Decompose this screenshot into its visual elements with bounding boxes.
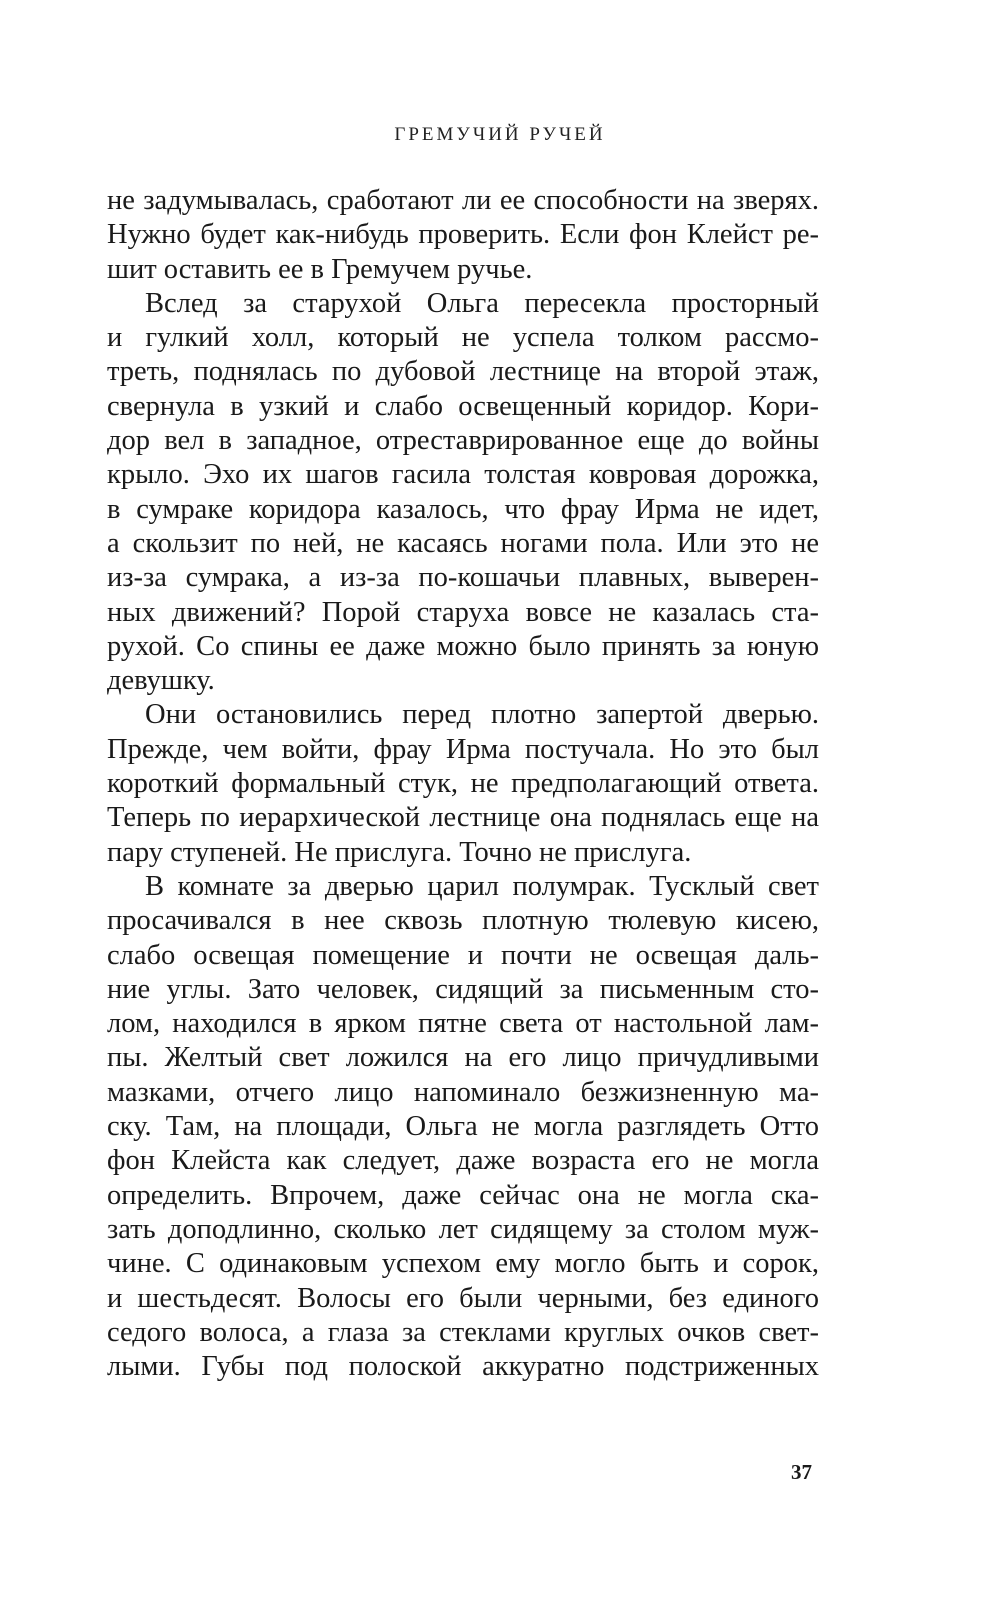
running-header: ГРЕМУЧИЙ РУЧЕЙ [394, 124, 606, 145]
text-line: В комнате за дверью царил полумрак. Тусклый свет [145, 870, 819, 902]
text-line: девушку. [107, 665, 215, 697]
text-line: и гулкий холл, который не успела толком рассмо- [107, 322, 819, 354]
text-line: определить. Впрочем, даже сейчас она не могла ска- [107, 1179, 819, 1211]
page-number: 37 [791, 1460, 812, 1484]
text-line: Теперь по иерархической лестнице она поднялась еще на [107, 802, 819, 834]
text-line: ных движений? Порой старуха вовсе не казалась ста- [107, 596, 819, 628]
text-line: мазками, отчего лицо напоминало безжизненную ма- [107, 1076, 819, 1108]
text-line: пы. Желтый свет ложился на его лицо причудливыми [107, 1042, 819, 1074]
text-line: Вслед за старухой Ольга пересекла просторный [145, 287, 819, 319]
text-line: из-за сумрака, а из-за по-кошачьи плавных, выверен- [107, 562, 819, 594]
text-line: лом, находился в ярком пятне света от настольной лам- [107, 1008, 819, 1040]
text-line: рухой. Со спины ее даже можно было принять за юную [107, 630, 819, 662]
text-line: Нужно будет как-нибудь проверить. Если фон Клейст ре- [107, 219, 819, 251]
text-line: ску. Там, на площади, Ольга не могла разглядеть Отто [107, 1111, 819, 1143]
text-line: лыми. Губы под полоской аккуратно подстриженных [107, 1351, 819, 1383]
text-line: крыло. Эхо их шагов гасила толстая ковровая дорожка, [107, 459, 819, 491]
text-line: не задумывалась, сработают ли ее способности на зверях. [107, 185, 819, 216]
text-line: чине. С одинаковым успехом ему могло быть и сорок, [107, 1248, 819, 1280]
text-line: шит оставить ее в Гремучем ручье. [107, 253, 533, 285]
text-line: в сумраке коридора казалось, что фрау Ирма не идет, [107, 493, 819, 525]
body-text [107, 184, 819, 1384]
text-line: треть, поднялась по дубовой лестнице на второй этаж, [107, 356, 819, 388]
text-line: фон Клейста как следует, даже возраста его не могла [107, 1145, 819, 1177]
text-line: зать доподлинно, сколько лет сидящему за столом муж- [107, 1213, 819, 1245]
text-line: Они остановились перед плотно запертой дверью. [145, 699, 819, 731]
text-line: просачивался в нее сквозь плотную тюлевую кисею, [107, 905, 819, 937]
text-line: короткий формальный стук, не предполагающий ответа. [107, 768, 819, 800]
text-line: Прежде, чем войти, фрау Ирма постучала. Но это был [107, 733, 819, 765]
text-line: и шестьдесят. Волосы его были черными, без единого [107, 1282, 819, 1314]
text-line: а скользит по ней, не касаясь ногами пола. Или это не [107, 527, 819, 559]
text-line: пару ступеней. Не прислуга. Точно не прислуга. [107, 836, 692, 868]
text-line: дор вел в западное, отреставрированное еще до войны [107, 425, 819, 457]
text-line: ние углы. Зато человек, сидящий за письменным сто- [107, 973, 819, 1005]
text-line: седого волоса, а глаза за стеклами круглых очков свет- [107, 1316, 819, 1348]
text-line: слабо освещая помещение и почти не освещая даль- [107, 939, 819, 971]
text-line: свернула в узкий и слабо освещенный коридор. Кори- [107, 390, 819, 422]
